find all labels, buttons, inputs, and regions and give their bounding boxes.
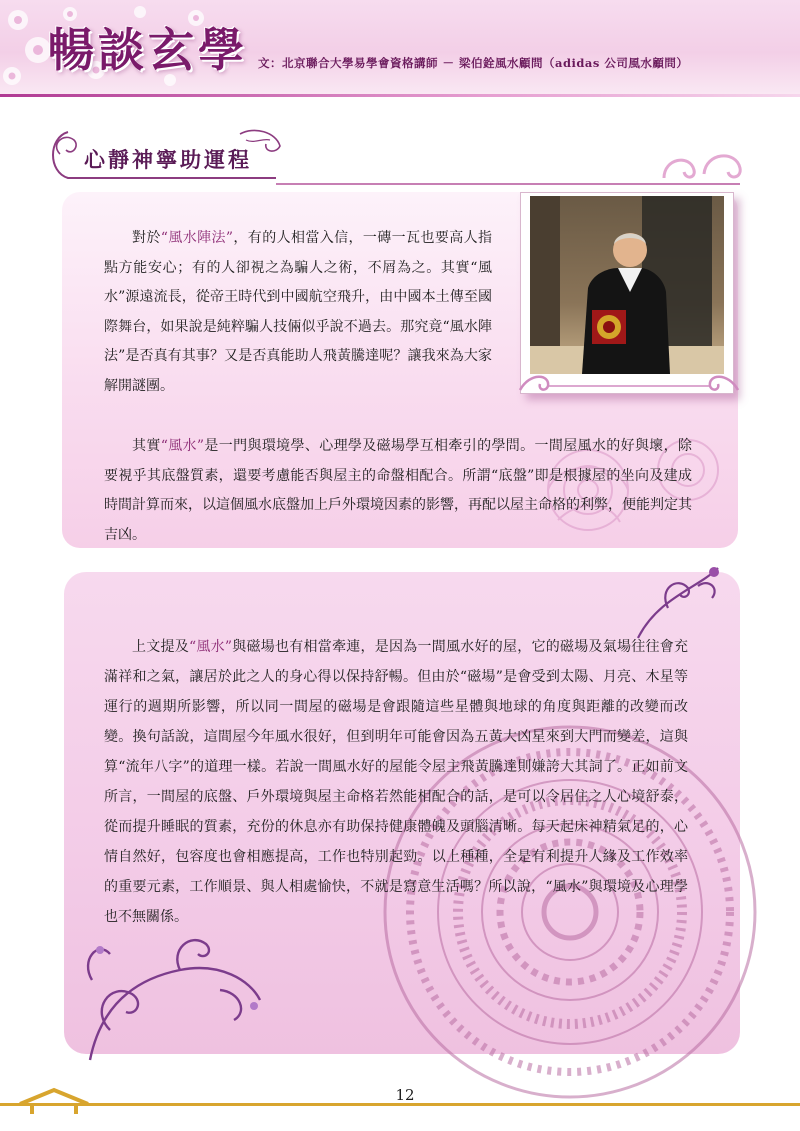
paragraph-text: 其實 [132,438,161,454]
intro-paragraph [104,224,492,401]
author-byline: 文：北京聯合大學易學會資格講師 － 梁伯銓風水顧問（adidas 公司風水顧問） [258,56,689,70]
highlight-term: “風水陣法” [160,230,234,246]
column-title: 暢談玄學 [48,23,248,77]
highlight-term: “風水” [189,639,233,655]
house-icon [14,1084,94,1114]
paragraph-text: 是一門與環境學、心理學及磁場學互相牽引的學問。一間屋風水的好與壞，除要視乎其底盤質素，還要考慮能否與屋主的命盤相配合。所謂“底盤”即是根據屋的坐向及建成時間計算而來，以這個風水底盤加上戶外環境因素的影響，再配以屋主命格的利弊，便能判定其吉凶。 [104,438,692,543]
paragraph-text: 與磁場也有相當牽連，是因為一間風水好的屋，它的磁場及氣場往往會充滿祥和之氣，讓居於此之人的身心得以保持舒暢。但由於“磁場”是會受到太陽、月亮、木星等運行的週期所影響，所以同一間屋的磁場是會跟隨這些星體與地球的角度與距離的改變而改變。換句話說，這間屋今年風水很好，但到明年可能會因為五黃大凶星來到大門而變差，這與算“流年八字”的道理一樣。若說一間風水好的屋能令屋主飛黃騰達則嫌誇大其詞了。正如前文所言，一間屋的底盤、戶外環境與屋主命格若然能相配合的話，是可以令居住之人心境舒泰，從而提升睡眠的質素，充份的休息亦有助保持健康體魄及頭腦清晰。每天起床神精氣足的，心情自然好，包容度也會相應提高，工作也特別起勁。以上種種，全是有利提升人緣及工作效率的重要元素，工作順景、與人相處愉快，不就是寫意生活嗎？所以說，“風水”與環境及心理學也不無關係。 [104,639,688,925]
page-number: 12 [395,1086,415,1104]
author-photo [530,196,724,374]
cloud-swirl-icon [660,144,750,184]
paragraph-text: 上文提及 [132,639,189,655]
flourish-icon [70,920,270,1070]
paragraph-text: ，有的人相當入信，一磚一瓦也要高人指點方能安心；有的人卻視之為騙人之術，不屑為之。其實“風水”源遠流長，從帝王時代到中國航空飛升，由中國本土傳至國際舞台，如果說是純粹騙人技倆似乎說不過去。那究竟“風水陣法”是否真有其事？又是否真能助人飛黃騰達呢？讓我來為大家解開謎團。 [104,230,492,394]
section-title: 心靜神寧助運程 [84,147,252,172]
definition-paragraph [104,432,692,550]
highlight-term: “風水” [160,438,205,454]
magnetism-paragraph [104,632,688,932]
header-divider [0,94,800,97]
page-header [0,0,800,96]
paragraph-text: 對於 [132,230,161,246]
photo-swirl-icon [516,368,742,398]
